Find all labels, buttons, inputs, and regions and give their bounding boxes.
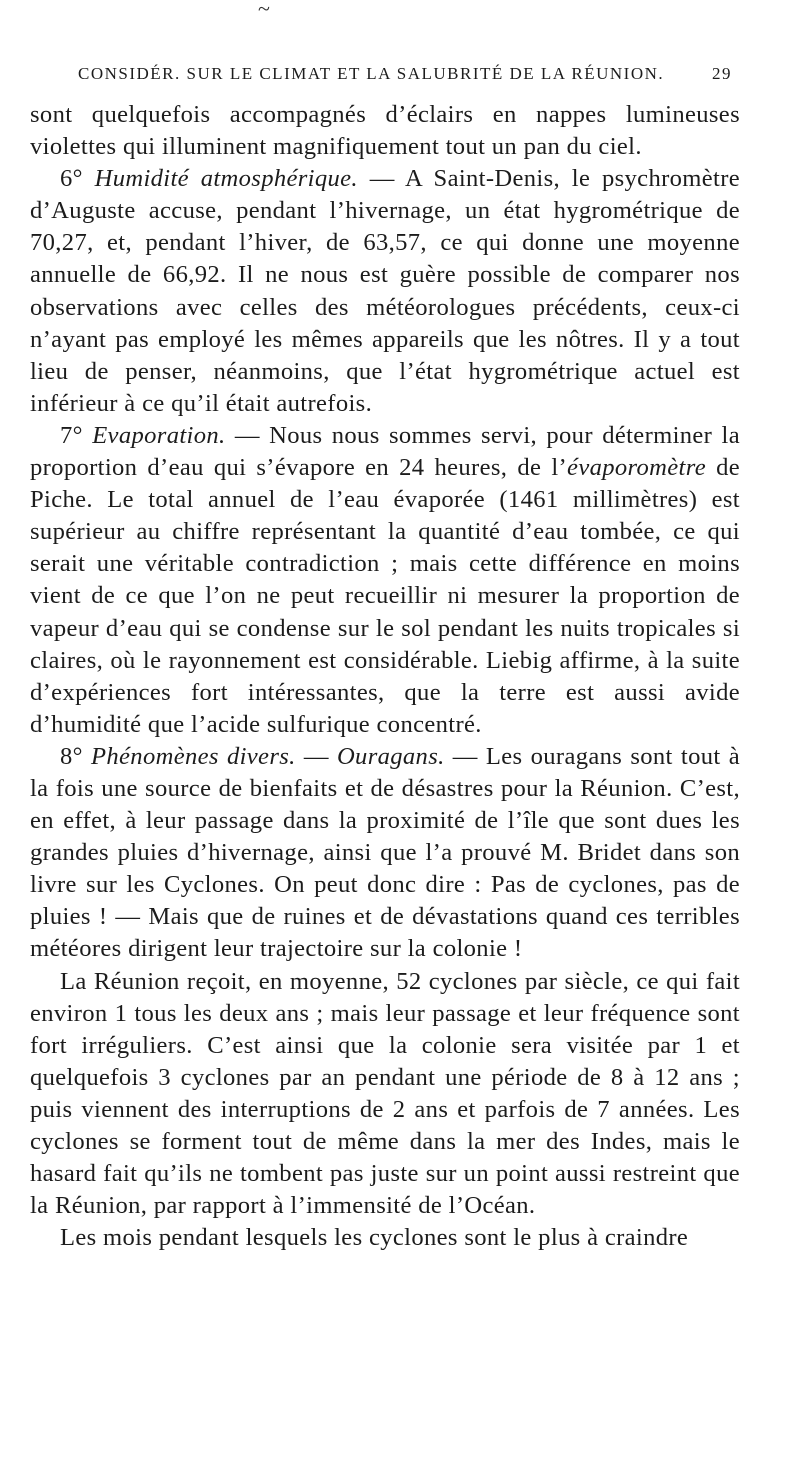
section-title: Evaporation. bbox=[92, 421, 226, 449]
section-title: Phénomènes divers. bbox=[91, 742, 296, 770]
section-number: 8° bbox=[60, 742, 83, 770]
body-text bbox=[30, 99, 740, 1254]
paragraph-phenomenes: 8° Phénomènes divers. — Ouragans. — Les ouragans sont tout à la fois une source de bienfaits et de désastres pour la Réunion. C’est, en effet, à leur passage dans la proximité de l’île que sont dues les grandes pluies d’hivernage, ainsi que l’a prouvé M. Bridet dans son livre sur les Cyclones. On peut donc dire : Pas de cyclones, pas de pluies ! — Mais que de ruines et de dévastations quand ces terribles météores dirigent leur trajectoire sur la colonie ! bbox=[30, 742, 740, 963]
paragraph-text: — Nous nous sommes servi, pour déterminer la proportion d’eau qui s’évapore en 24 heures, de l’ bbox=[30, 421, 740, 482]
paragraph-text: Les mois pendant lesquels les cyclones sont le plus à craindre bbox=[60, 1224, 689, 1252]
section-title: Humidité atmosphérique. bbox=[94, 165, 358, 193]
italic-term: évaporomètre bbox=[567, 454, 707, 482]
section-number: 7° bbox=[60, 421, 83, 449]
paragraph-last bbox=[30, 1222, 740, 1254]
printer-mark: ~ bbox=[258, 0, 270, 21]
paragraph-text: sont quelquefois accompagnés d’éclairs en nappes lumineuses violettes qui illuminent magnifiquement tout un pan du ciel. bbox=[30, 101, 740, 161]
paragraph-text: — Les ouragans sont tout à la fois une source de bienfaits et de désastres pour la Réunion. C’est, en effet, à leur passage dans la proximité de l’île que sont dues les grandes pluies d’hivernage, ainsi que l’a prouvé M. Bridet dans son livre sur les Cyclones. On peut donc dire : Pas de cyclones, pas de pluies ! — Mais que de ruines et de dévastations quand ces terribles météores dirigent leur trajectoire sur la colonie ! bbox=[30, 742, 740, 963]
page-header bbox=[78, 64, 732, 84]
section-number: 6° bbox=[60, 165, 83, 193]
paragraph-text: de Piche. Le total annuel de l’eau évaporée (1461 millimètres) est supérieur au chiffre représentant la quantité d’eau tombée, ce qui serait une véritable contradiction ; mais cette différence en moins vient de ce que l’on ne peut recueillir ni mesurer la proportion de vapeur d’eau qui se condense sur le sol pendant les nuits tropicales si claires, où le rayonnement est considérable. Liebig affirme, à la suite d’expériences fort intéressantes, que la terre est aussi avide d’humidité que l’acide sulfurique concentré. bbox=[30, 454, 740, 738]
paragraph-text: — A Saint-Denis, le psychromètre d’Auguste accuse, pendant l’hivernage, un état hygrométrique de 70,27, et, pendant l’hiver, de 63,57, ce qui donne une moyenne annuelle de 66,92. Il ne nous est guère possible de comparer nos observations avec celles des météorologues précédents, ceux-ci n’ayant pas employé les mêmes appareils que les nôtres. Il y a tout lieu de penser, néanmoins, que l’état hygrométrique actuel est inférieur à ce qu’il était autrefois. bbox=[30, 165, 741, 417]
page-number: 29 bbox=[712, 64, 732, 83]
paragraph-evaporation bbox=[30, 420, 740, 741]
paragraph-cyclones bbox=[30, 966, 740, 1223]
section-subtitle: Ouragans. bbox=[336, 742, 445, 770]
paragraph-text: La Réunion reçoit, en moyenne, 52 cyclones par siècle, ce qui fait environ 1 tous les deux ans ; mais leur passage et leur fréquence sont fort irréguliers. C’est ainsi que la colonie sera visitée par 1 et quelquefois 3 cyclones par an pendant une période de 8 à 12 ans ; puis viennent des interruptions de 2 ans et parfois de 7 années. Les cyclones se forment tout de même dans la mer des Indes, mais le hasard fait qu’ils ne tombent pas juste sur un point aussi restreint que la Réunion, par rapport à l’immensité de l’Océan. bbox=[30, 967, 740, 1220]
paragraph-humidite bbox=[30, 163, 740, 420]
paragraph-continuation bbox=[30, 99, 740, 163]
running-title: CONSIDÉR. SUR LE CLIMAT ET LA SALUBRITÉ DE LA RÉUNION. bbox=[78, 64, 665, 83]
